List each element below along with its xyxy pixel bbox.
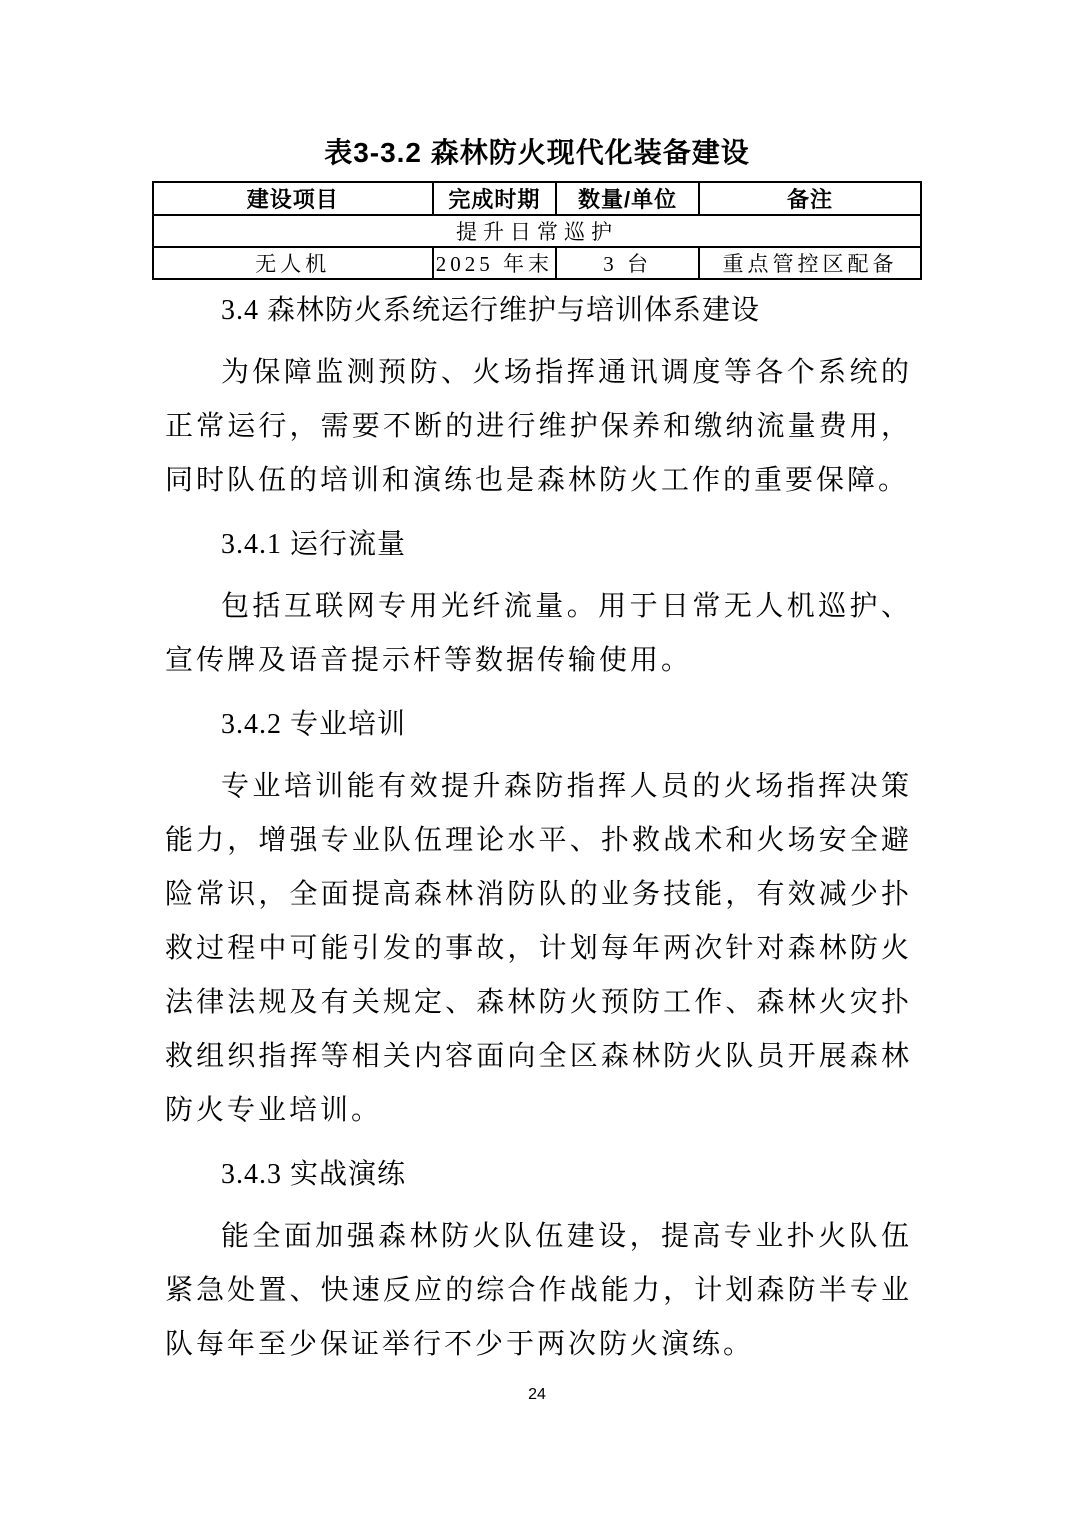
cell-project: 无人机 xyxy=(153,247,433,279)
group-row-label: 提升日常巡护 xyxy=(153,215,921,247)
section-heading: 3.4 森林防火系统运行维护与培训体系建设 xyxy=(221,295,761,326)
section-paragraph: 为保障监测预防、火场指挥通讯调度等各个系统的正常运行，需要不断的进行维护保养和缴纳流量费用，同时队伍的培训和演练也是森林防火工作的重要保障。 xyxy=(165,357,912,496)
table-group-row xyxy=(153,215,921,247)
body-text xyxy=(165,284,912,1372)
page-content xyxy=(152,133,922,1372)
cell-quantity: 3 台 xyxy=(556,247,699,279)
section-heading: 3.4.1 运行流量 xyxy=(221,529,407,560)
table-caption: 表3-3.2 森林防火现代化装备建设 xyxy=(324,137,750,168)
column-header-completion: 完成时期 xyxy=(433,182,557,215)
equipment-table xyxy=(152,181,922,280)
section-paragraph: 包括互联网专用光纤流量。用于日常无人机巡护、宣传牌及语音提示杆等数据传输使用。 xyxy=(165,591,912,676)
column-header-project: 建设项目 xyxy=(153,182,433,215)
column-header-note: 备注 xyxy=(699,182,921,215)
page-number: 24 xyxy=(528,1386,546,1403)
section-3-4 xyxy=(165,284,912,508)
section-3-4-3 xyxy=(165,1148,912,1372)
section-heading: 3.4.2 专业培训 xyxy=(221,709,407,740)
table-row xyxy=(153,247,921,279)
section-paragraph: 专业培训能有效提升森防指挥人员的火场指挥决策能力，增强专业队伍理论水平、扑救战术和火场安全避险常识，全面提高森林消防队的业务技能，有效减少扑救过程中可能引发的事故，计划每年两次针对森林防火法律法规及有关规定、森林防火预防工作、森林火灾扑救组织指挥等相关内容面向全区森林防火队员开展森林防火专业培训。 xyxy=(165,771,912,1126)
cell-completion: 2025 年末 xyxy=(433,247,557,279)
column-header-quantity: 数量/单位 xyxy=(556,182,699,215)
section-paragraph: 能全面加强森林防火队伍建设，提高专业扑火队伍紧急处置、快速反应的综合作战能力，计划森防半专业队每年至少保证举行不少于两次防火演练。 xyxy=(165,1221,912,1360)
section-heading: 3.4.3 实战演练 xyxy=(221,1159,407,1190)
section-3-4-1 xyxy=(165,518,912,688)
table-header-row xyxy=(153,182,921,215)
cell-note: 重点管控区配备 xyxy=(699,247,921,279)
section-3-4-2 xyxy=(165,698,912,1138)
